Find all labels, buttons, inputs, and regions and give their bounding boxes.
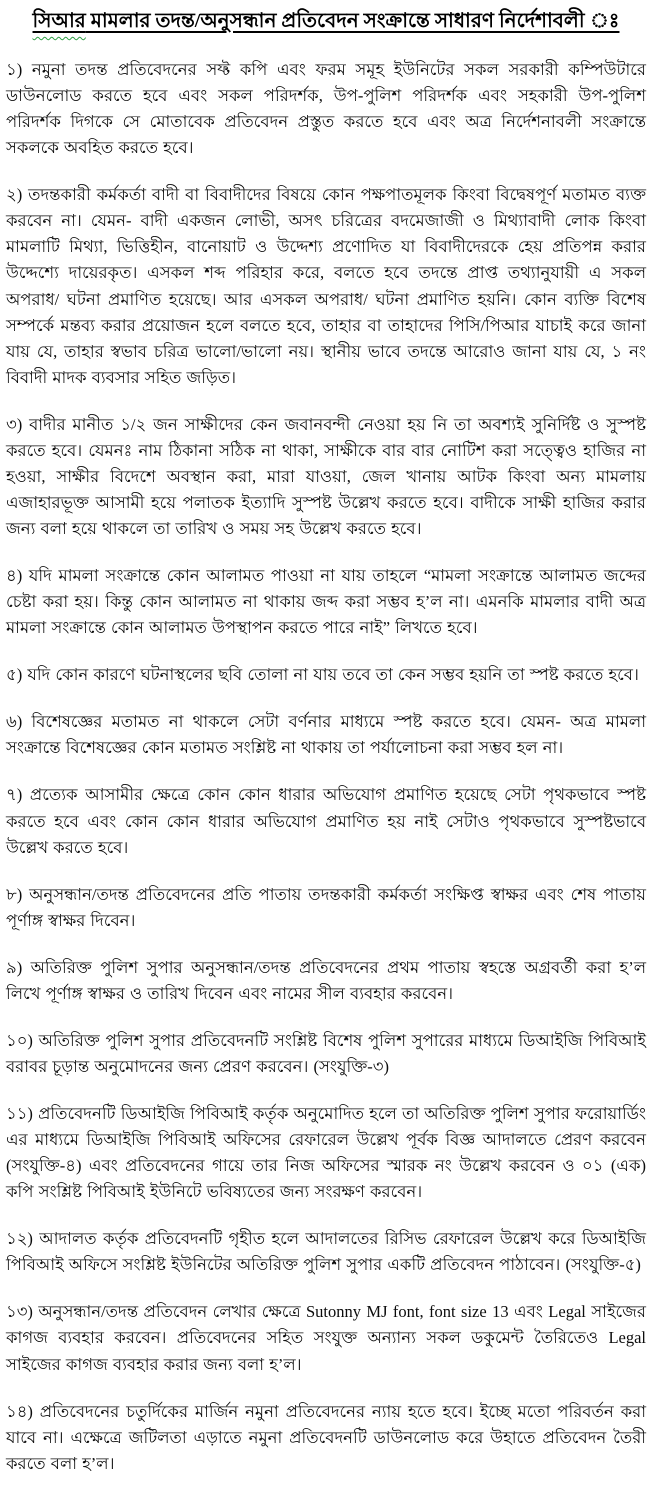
page-title-first-word: সিআর bbox=[32, 10, 86, 32]
instruction-paragraph-1: ১) নমুনা তদন্ত প্রতিবেদনের সফ্ট কপি এবং ফরম সমূহ ইউনিটের সকল সরকারী কম্পিউটারে ডাউনলোড করতে হবে এবং সকল পরিদর্শক, উপ-পুলিশ পরিদর্শক এবং সহকারী উপ-পুলিশ পরিদর্শক দিগকে সে মোতাবেক প্রতিবেদন প্রস্তুত করতে হবে এবং অত্র নির্দেশনাবলী সংক্রান্তে সকলকে অবহিত করতে হবে। bbox=[6, 60, 646, 158]
instruction-paragraph-3: ৩) বাদীর মানীত ১/২ জন সাক্ষীদের কেন জবানবন্দী নেওয়া হয় নি তা অবশ্যই সুনির্দিষ্ট ও সুস্পষ্ট করতে হবে। যেমনঃ নাম ঠিকানা সঠিক না থাকা, সাক্ষীকে বার বার নোটিশ করা সত্ত্বেও হাজির না হওয়া, সাক্ষীর বিদেশে অবস্থান করা, মারা যাওয়া, জেল খানায় আটক কিংবা অন্য মামলায় এজাহারভূক্ত আসামী হয়ে পলাতক ইত্যাদি সুস্পষ্ট উল্লেখ করতে হবে। বাদীকে সাক্ষী হাজির করার জন্য বলা হয়ে থাকলে তা তারিখ ও সময় সহ উল্লেখ করতে হবে। bbox=[6, 414, 646, 538]
instruction-paragraph-12: ১২) আদালত কর্তৃক প্রতিবেদনটি গৃহীত হলে আদালতের রিসিভ রেফারেল উল্লেখ করে ডিআইজি পিবিআই অফিসে সংশ্লিষ্ট ইউনিটের অতিরিক্ত পুলিশ সুপার একটি প্রতিবেদন পাঠাবেন। (সংযুক্তি-৫) bbox=[6, 1229, 646, 1275]
instruction-list bbox=[6, 57, 646, 1477]
instruction-paragraph-5: ৫) যদি কোন কারণে ঘটনাস্থলের ছবি তোলা না যায় তবে তা কেন সম্ভব হয়নি তা স্পষ্ট করতে হবে। bbox=[6, 665, 639, 685]
instruction-paragraph-10: ১০) অতিরিক্ত পুলিশ সুপার প্রতিবেদনটি সংশ্লিষ্ট বিশেষ পুলিশ সুপারের মাধ্যমে ডিআইজি পিবিআই বরাবর চূড়ান্ত অনুমোদনের জন্য প্রেরণ করবেন। (সংযুক্তি-৩) bbox=[6, 1030, 646, 1076]
instruction-paragraph-4: ৪) যদি মামলা সংক্রান্তে কোন আলামত পাওয়া না যায় তাহলে “মামলা সংক্রান্তে আলামত জব্দের চেষ্টা করা হয়। কিন্তু কোন আলামত না থাকায় জব্দ করা সম্ভব হ’ল না। এমনকি মামলার বাদী অত্র মামলা সংক্রান্তে কোন আলামত উপস্থাপন করতে পারে নাই” লিখতে হবে। bbox=[6, 566, 646, 638]
instruction-paragraph-6: ৬) বিশেষজ্ঞের মতামত না থাকলে সেটা বর্ণনার মাধ্যমে স্পষ্ট করতে হবে। যেমন- অত্র মামলা সংক্রান্তে বিশেষজ্ঞের কোন মতামত সংশ্লিষ্ট না থাকায় তা পর্যালোচনা করা সম্ভব হল না। bbox=[6, 712, 646, 758]
instruction-paragraph-7: ৭) প্রত্যেক আসামীর ক্ষেত্রে কোন কোন ধারার অভিযোগ প্রমাণিত হয়েছে সেটা পৃথকভাবে স্পষ্ট করতে হবে এবং কোন কোন ধারার অভিযোগ প্রমাণিত হয় নাই সেটাও পৃথকভাবে সুস্পষ্টভাবে উল্লেখ করতে হবে। bbox=[6, 785, 646, 857]
instruction-paragraph-14: ১৪) প্রতিবেদনের চতুর্দিকের মার্জিন নমুনা প্রতিবেদনের ন্যায় হতে হবে। ইচ্ছে মতো পরিবর্তন করা যাবে না। এক্ষেত্রে জটিলতা এড়াতে নমুনা প্রতিবেদনটি ডাউনলোড করে উহাতে প্রতিবেদন তৈরী করতে বলা হ’ল। bbox=[6, 1401, 646, 1473]
instruction-paragraph-13: ১৩) অনুসন্ধান/তদন্ত প্রতিবেদন লেখার ক্ষেত্রে Sutonny MJ font, font size 13 এবং Legal সাইজের কাগজ ব্যবহার করবেন। প্রতিবেদনের সহিত সংযুক্ত অন্যান্য সকল ডকুমেন্ট তৈরিতেও Legal সাইজের কাগজ ব্যবহার করার জন্য বলা হ’ল। bbox=[6, 1302, 646, 1374]
instruction-paragraph-9: ৯) অতিরিক্ত পুলিশ সুপার অনুসন্ধান/তদন্ত প্রতিবেদনের প্রথম পাতায় স্বহস্তে অগ্রবর্তী করা হ’ল লিখে পূর্ণাঙ্গ স্বাক্ষর ও তারিখ দিবেন এবং নামের সীল ব্যবহার করবেন। bbox=[6, 957, 646, 1003]
instruction-paragraph-2: ২) তদন্তকারী কর্মকর্তা বাদী বা বিবাদীদের বিষয়ে কোন পক্ষপাতমূলক কিংবা বিদ্বেষপূর্ণ মতামত ব্যক্ত করবেন না। যেমন- বাদী একজন লোভী, অসৎ চরিত্রের বদমেজাজী ও মিথ্যাবাদী লোক কিংবা মামলাটি মিথ্যা, ভিত্তিহীন, বানোয়াট ও উদ্দেশ্য প্রণোদিত যা বিবাদীদেরকে হেয় প্রতিপন্ন করার উদ্দেশ্যে দায়েরকৃত। এসকল শব্দ পরিহার করে, বলতে হবে তদন্তে প্রাপ্ত তথ্যানুযায়ী এ সকল অপরাধ/ ঘটনা প্রমাণিত হয়েছে। আর এসকল অপরাধ/ ঘটনা প্রমাণিত হয়নি। কোন ব্যক্তি বিশেষ সম্পর্কে মন্তব্য করার প্রয়োজন হলে বলতে হবে, তাহার বা তাহাদের পিসি/পিআর যাচাই করে জানা যায় যে, তাহার স্বভাব চরিত্র ভালো/ভালো নয়। স্থানীয় ভাবে তদন্তে আরোও জানা যায় যে, ১ নং বিবাদী মাদক ব্যবসার সহিত জড়িত। bbox=[6, 185, 646, 387]
instruction-paragraph-11: ১১) প্রতিবেদনটি ডিআইজি পিবিআই কর্তৃক অনুমোদিত হলে তা অতিরিক্ত পুলিশ সুপার ফরোয়ার্ডিং এর মাধ্যমে ডিআইজি পিবিআই অফিসের রেফারেল উল্লেখ পূর্বক বিজ্ঞ আদালতে প্রেরণ করবেন (সংযুক্তি-৪) এবং প্রতিবেদনের গায়ে তার নিজ অফিসের স্মারক নং উল্লেখ করবেন ও ০১ (এক) কপি সংশ্লিষ্ট পিবিআই ইউনিটে ভবিষ্যতের জন্য সংরক্ষণ করবেন। bbox=[6, 1104, 646, 1202]
instruction-paragraph-8: ৮) অনুসন্ধান/তদন্ত প্রতিবেদনের প্রতি পাতায় তদন্তকারী কর্মকর্তা সংক্ষিপ্ত স্বাক্ষর এবং শেষ পাতায় পূর্ণাঙ্গ স্বাক্ষর দিবেন। bbox=[6, 884, 646, 930]
page-title-rest: মামলার তদন্ত/অনুসন্ধান প্রতিবেদন সংক্রান্তে সাধারণ নির্দেশাবলী ঃ bbox=[85, 10, 620, 32]
page-title bbox=[6, 8, 646, 35]
